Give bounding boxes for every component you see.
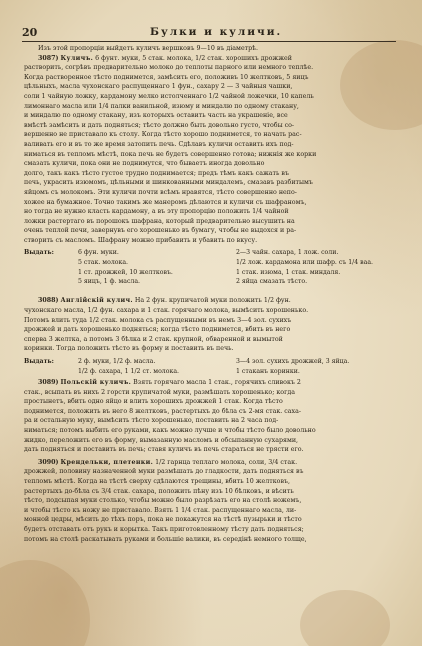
text-line: яйцомъ съ молокомъ. Эти куличи почти всѣмъ нравятся, тѣсто совершенно непо- xyxy=(24,188,297,196)
text-line: дрожжей и дать хорошенько подняться; когда тѣсто поднимется, вбить въ него xyxy=(24,326,291,334)
text-line: и миндалю по одному стакану, изъ которыхъ оставить часть на украшеніе, все xyxy=(24,112,288,120)
text-line: цѣльныхъ, масла чухонскаго распущеннаго 1 фун., сахару 2 — 3 чайныя чашки, xyxy=(24,83,293,91)
yield-item: 6 фун. муки. xyxy=(78,249,119,257)
text-line: очень теплой печи, завернувъ его хорошенько въ бумагу, чтобы не выдохся и ра- xyxy=(24,227,297,235)
page-number: 20 xyxy=(22,26,38,39)
text-line: и чтобы тѣсто къ ножу не приставало. Взять 1 1/4 стак. распущеннаго масла, ли- xyxy=(24,506,297,514)
text-line: 6 фунт. муки, 5 стак. молока, 1/2 стак. хорошихъ дрожжей xyxy=(95,54,292,62)
text-line: соли 1 чайную ложку, кардамону мелко истолченнаго 1/2 чайной ложечки, 10 капель xyxy=(24,92,314,100)
text-line: поднимется, положить въ него 8 желтковъ, растертыхъ до бѣла съ 2-мя стак. саха- xyxy=(24,407,301,415)
text-line: Когда растворенное тѣсто поднимется, замѣсить его, положивъ 10 желтковъ, 5 яицъ xyxy=(24,73,309,81)
page-text xyxy=(24,44,394,544)
text-line: створить съ масломъ. Шафрану можно прибавить и убавить по вкусу. xyxy=(24,236,258,244)
text-line: тѣсто, подсыпая муки столько, чтобы можно было разрѣзать его на столѣ ножемъ, xyxy=(24,497,302,505)
text-line: вмѣстѣ замѣсить и дать подняться; тѣсто должно быть довольно густо, чтобы со- xyxy=(24,121,295,129)
text-line: На 2 фун. крупичатой муки положить 1/2 фун. xyxy=(134,297,291,305)
yield-item: 5 стак. молока. xyxy=(78,259,128,267)
paper-stain xyxy=(0,560,90,646)
text-line: потомъ на столѣ раскатывать руками и большіе валики, въ середінѣ немного толще, xyxy=(24,535,307,543)
text-line: хожее на бумажное. Точно такимъ же манеромъ дѣлаются и куличи съ шафраномъ, xyxy=(24,198,307,206)
yield-column xyxy=(78,357,228,376)
recipe-number: 3090) xyxy=(38,458,59,466)
recipe-title: Польскій куличъ. xyxy=(60,379,132,387)
yield-item: 1 стак. изюма, 1 стак. миндаля. xyxy=(236,268,341,276)
recipe-title: Крендельки, плетенки. xyxy=(60,458,154,466)
text-line: дать подняться и поставить въ печь; ставя куличъ въ печь стараться не трясти его. xyxy=(24,446,304,454)
recipe-number: 3087) xyxy=(38,54,59,62)
text-line: монной цедры, мѣсить до тѣхъ поръ, пока не покажутся на тѣстѣ пузырьки и тѣсто xyxy=(24,516,302,524)
yield-item: 1/2 ф. сахара, 1 1/2 ст. молока. xyxy=(78,367,179,375)
yield-label: Выдать: xyxy=(24,249,54,257)
yield-item: 2—3 чайн. сахара, 1 лож. соли. xyxy=(236,249,339,257)
recipe-title: Англійскій кулич. xyxy=(60,297,133,305)
yield-item: 2 яйца смазать тѣсто. xyxy=(236,278,308,286)
text-line: Потомъ влить туда 1/2 стак. молока съ распущенными въ немъ 3—4 зол. сухихъ xyxy=(24,316,292,324)
recipe-3089 xyxy=(24,378,394,455)
yield-column xyxy=(236,357,396,376)
header-rule xyxy=(22,41,396,42)
text-line: ниматься въ тепломъ мѣстѣ, пока печь не будетъ совершенно готова; нижнія же корки xyxy=(24,150,317,158)
yield-column xyxy=(78,248,228,286)
text-line: дрожжей, половину назначенной муки размѣшать до гладкости, дать подняться въ xyxy=(24,468,304,476)
recipe-3090 xyxy=(24,458,394,544)
text-line: долго, такъ какъ тѣсто густое трудно поднимается; предъ тѣмъ какъ сажать въ xyxy=(24,169,289,177)
text-line: сперва 3 желтка, а потомъ 3 бѣлка и 2 стак. крупной, обваренной и вымытой xyxy=(24,335,283,343)
recipe-heading-line xyxy=(24,296,394,306)
running-head: Булки и куличи. xyxy=(150,26,283,38)
recipe-3087 xyxy=(24,54,394,246)
text-line: 1/2 гарнца теплаго молока, соли, 3/4 стак. xyxy=(155,458,298,466)
yield-list xyxy=(24,248,394,296)
text-line: тепломъ мѣстѣ. Когда на тѣстѣ сверху сдѣлаются трещины, вбить 10 желтковъ, xyxy=(24,477,291,485)
yield-item: 5 яицъ, 1 ф. масла. xyxy=(78,278,141,286)
text-line: простынетъ, вбить одно яйцо и влить хорошихъ дрожжей 1 стак. Когда тѣсто xyxy=(24,398,283,406)
text-line: Взять горячаго масла 1 стак., горячихъ сливокъ 2 xyxy=(133,379,301,387)
text-line: растертыхъ до-бѣла съ 3/4 стак. сахара, положить пѣну изъ 10 бѣлковъ, и вѣсить xyxy=(24,487,294,495)
recipe-3088 xyxy=(24,296,394,354)
text-line: стак., всыпать въ нихъ 2 горсти крупичатой муки, размѣшать хорошенько; когда xyxy=(24,388,296,396)
text-line: Изъ этой пропорціи выйдетъ куличъ вершковъ 9—10 въ діаметрѣ. xyxy=(38,45,258,52)
recipe-heading-line xyxy=(24,458,394,468)
text-line: жидко, переложить его въ форму, вымазанную масломъ и обсыпанную сухарями, xyxy=(24,436,299,444)
yield-list xyxy=(24,357,394,378)
text-line: лимоннаго масла или 1/4 палки ванильной, изюму и миндалю по одному стакану, xyxy=(24,102,299,110)
page-header xyxy=(22,26,400,40)
text-line: коринки. Тогда положить тѣсто въ форму и поставить въ печь. xyxy=(24,345,234,353)
text-line: но тогда не нужно класть кардамону, а въ эту пропорцію положить 1/4 чайной xyxy=(24,208,289,216)
text-line: будетъ отставать отъ рукъ и корытка. Такъ приготовленному тѣсту дать подняться; xyxy=(24,525,304,533)
text-line: печь, украсить изюмомъ, цѣльными и шинкованными миндалемъ, смазавъ разбитымъ xyxy=(24,179,313,187)
paper-stain xyxy=(300,590,390,646)
yield-item: 3—4 зол. сухихъ дрожжей, 3 яйца. xyxy=(236,358,350,366)
text-line: валивать его и въ то же время затопить печь. Сдѣлавъ куличи оставить ихъ под- xyxy=(24,140,294,148)
recipe-heading-line xyxy=(24,54,394,64)
text-line: ниматься; потомъ выбить его руками, какъ можно лучше и чтобы тѣсто было довольно xyxy=(24,427,316,434)
text-line: чухонскаго масла, 1/2 фун. сахара и 1 стак. горячаго молока, вымѣсить хорошенько. xyxy=(24,307,309,315)
text-line: вершенно не приставало къ столу. Когда тѣсто хорошо поднимется, то начать рас- xyxy=(24,131,302,139)
yield-label: Выдать: xyxy=(24,358,54,366)
text-line: растворить, согрѣвъ предварительно молоко до теплоты парного или немного теплѣе. xyxy=(24,64,314,72)
text-line: смазать куличи, пока они не поднимутся, что бываетъ иногда довольно xyxy=(24,160,265,168)
yield-column xyxy=(236,248,396,286)
yield-item: 2 ф. муки, 1/2 ф. масла. xyxy=(78,358,156,366)
recipe-heading-line xyxy=(24,378,394,388)
yield-item: 1 ст. дрожжей, 10 желтковъ. xyxy=(78,268,173,276)
recipe-number: 3088) xyxy=(38,297,59,305)
recipe-number: 3089) xyxy=(38,379,59,387)
yield-item: 1 стаканъ коринки. xyxy=(236,367,300,375)
text-line: ложки растертаго въ порошокъ шафрана, который предварительно высушить на xyxy=(24,217,295,225)
recipe-title: Куличъ. xyxy=(60,54,94,62)
text-line: ра и остальную муку, вымѣсить тѣсто хорошенько, поставить на 2 часа под- xyxy=(24,417,279,425)
yield-item: 1/2 лож. кардамона или шафр. съ 1/4 ваа. xyxy=(236,259,373,267)
